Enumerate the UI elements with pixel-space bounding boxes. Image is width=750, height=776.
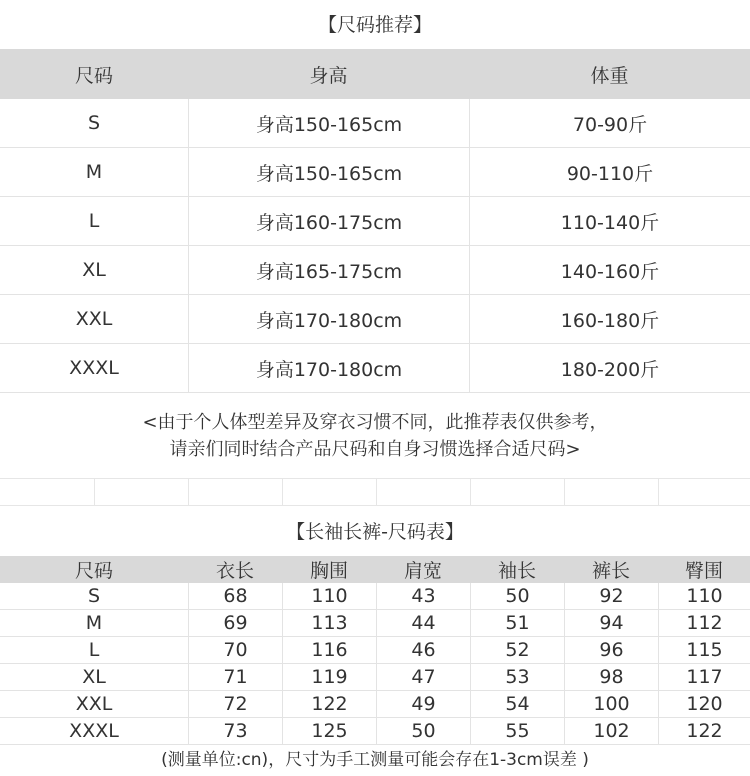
row-height: 身高160-175cm xyxy=(188,197,469,245)
cell-shoulder: 43 xyxy=(376,583,470,609)
row-weight: 90-110斤 xyxy=(469,148,750,196)
cell-size: M xyxy=(85,612,103,634)
header-size: 尺码 xyxy=(74,64,113,87)
header-pants-length: 裤长 xyxy=(591,560,630,582)
cell-sleeve: 53 xyxy=(470,664,564,690)
cell-shoulder: 44 xyxy=(376,610,470,636)
cell-shoulder: 50 xyxy=(376,718,470,744)
header-weight: 体重 xyxy=(590,64,629,87)
table-row xyxy=(0,664,750,691)
header-height: 身高 xyxy=(309,64,348,87)
cell-shoulder: 46 xyxy=(376,637,470,663)
cell-size: XL xyxy=(82,666,106,688)
cell-chest: 113 xyxy=(282,610,376,636)
cell-length: 72 xyxy=(188,691,282,717)
cell-chest: 125 xyxy=(282,718,376,744)
cell-pants-length: 98 xyxy=(564,664,658,690)
cell-size: XXXL xyxy=(69,720,119,742)
table-row xyxy=(0,637,750,664)
measure-table-header xyxy=(0,556,750,583)
row-weight: 70-90斤 xyxy=(469,99,750,147)
section-divider xyxy=(0,478,750,506)
row-size: XXXL xyxy=(69,357,119,379)
cell-chest: 119 xyxy=(282,664,376,690)
table-row xyxy=(0,148,750,197)
cell-chest: 116 xyxy=(282,637,376,663)
cell-length: 71 xyxy=(188,664,282,690)
cell-hip: 122 xyxy=(658,718,750,744)
cell-hip: 120 xyxy=(658,691,750,717)
row-height: 身高170-180cm xyxy=(188,344,469,392)
divider-tick xyxy=(188,479,189,505)
cell-shoulder: 47 xyxy=(376,664,470,690)
cell-shoulder: 49 xyxy=(376,691,470,717)
row-weight: 140-160斤 xyxy=(469,246,750,294)
cell-pants-length: 92 xyxy=(564,583,658,609)
table-row xyxy=(0,99,750,148)
size-recommend-title: 【尺码推荐】 xyxy=(317,14,432,36)
cell-chest: 110 xyxy=(282,583,376,609)
measure-footnote: (测量单位:cn)，尺寸为手工测量可能会存在1-3cm误差 ) xyxy=(161,750,589,770)
header-sleeve: 袖长 xyxy=(497,560,536,582)
cell-hip: 112 xyxy=(658,610,750,636)
table-row xyxy=(0,295,750,344)
row-height: 身高150-165cm xyxy=(188,148,469,196)
cell-length: 68 xyxy=(188,583,282,609)
table-row xyxy=(0,583,750,610)
cell-length: 70 xyxy=(188,637,282,663)
cell-sleeve: 54 xyxy=(470,691,564,717)
divider-tick xyxy=(658,479,659,505)
divider-tick xyxy=(470,479,471,505)
row-size: XL xyxy=(82,259,106,281)
row-weight: 180-200斤 xyxy=(469,344,750,392)
row-height: 身高150-165cm xyxy=(188,99,469,147)
header-chest: 胸围 xyxy=(309,560,348,582)
cell-length: 69 xyxy=(188,610,282,636)
cell-chest: 122 xyxy=(282,691,376,717)
table-row xyxy=(0,246,750,295)
divider-tick xyxy=(282,479,283,505)
recommend-note-line2: 请亲们同时结合产品尺码和自身习惯选择合适尺码> xyxy=(169,439,581,460)
table-row xyxy=(0,691,750,718)
row-size: L xyxy=(88,210,100,232)
cell-pants-length: 96 xyxy=(564,637,658,663)
table-row xyxy=(0,718,750,745)
recommend-note-line1: <由于个人体型差异及穿衣习惯不同，此推荐表仅供参考， xyxy=(142,412,608,433)
header-shoulder: 肩宽 xyxy=(403,560,442,582)
header-length: 衣长 xyxy=(215,560,254,582)
measure-table-title: 【长袖长裤-尺码表】 xyxy=(286,521,464,543)
row-weight: 160-180斤 xyxy=(469,295,750,343)
cell-sleeve: 52 xyxy=(470,637,564,663)
divider-tick xyxy=(376,479,377,505)
divider-tick xyxy=(94,479,95,505)
row-size: M xyxy=(85,161,103,183)
cell-hip: 110 xyxy=(658,583,750,609)
table-row xyxy=(0,610,750,637)
row-size: S xyxy=(87,112,101,134)
header-size: 尺码 xyxy=(74,560,113,582)
cell-size: XXL xyxy=(75,693,113,715)
table-row xyxy=(0,344,750,393)
cell-size: L xyxy=(88,639,100,661)
row-height: 身高170-180cm xyxy=(188,295,469,343)
size-recommend-header xyxy=(0,49,750,99)
table-row xyxy=(0,197,750,246)
cell-hip: 117 xyxy=(658,664,750,690)
cell-length: 73 xyxy=(188,718,282,744)
cell-pants-length: 102 xyxy=(564,718,658,744)
cell-sleeve: 51 xyxy=(470,610,564,636)
row-weight: 110-140斤 xyxy=(469,197,750,245)
row-height: 身高165-175cm xyxy=(188,246,469,294)
row-size: XXL xyxy=(75,308,113,330)
cell-hip: 115 xyxy=(658,637,750,663)
cell-sleeve: 50 xyxy=(470,583,564,609)
divider-tick xyxy=(564,479,565,505)
cell-pants-length: 94 xyxy=(564,610,658,636)
cell-size: S xyxy=(87,585,101,607)
cell-pants-length: 100 xyxy=(564,691,658,717)
header-hip: 臀围 xyxy=(684,560,723,582)
cell-sleeve: 55 xyxy=(470,718,564,744)
